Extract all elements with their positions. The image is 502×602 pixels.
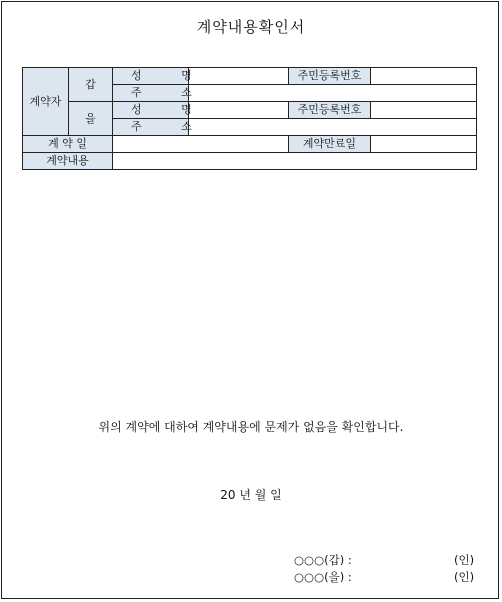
party-a-resident-number-label: 주민등록번호 (289, 68, 371, 85)
party-a-address-field[interactable] (189, 85, 477, 102)
contract-form-table (22, 67, 477, 170)
party-b-address-label: 주 소 (113, 119, 189, 136)
party-a-resident-number-field[interactable] (371, 68, 477, 85)
contractor-label: 계약자 (23, 68, 69, 136)
contract-content-field[interactable] (113, 153, 477, 170)
party-b-label: 을 (69, 102, 113, 136)
contract-date-field[interactable] (113, 136, 289, 153)
party-a-label: 갑 (69, 68, 113, 102)
party-b-name-label: 성 명 (113, 102, 189, 119)
signature-party-a-name: ○○○(갑) : (294, 553, 352, 567)
contract-content-row (23, 153, 477, 170)
signature-party-b-name: ○○○(을) : (294, 570, 352, 584)
signature-party-a-seal: (인) (454, 553, 475, 567)
contract-date-row (23, 136, 477, 153)
party-b-resident-number-field[interactable] (371, 102, 477, 119)
party-a-name-label: 성 명 (113, 68, 189, 85)
signature-party-b-seal: (인) (454, 570, 475, 584)
party-b-resident-number-label: 주민등록번호 (289, 102, 371, 119)
confirmation-statement: 위의 계약에 대하여 계약내용에 문제가 없음을 확인합니다. (98, 420, 404, 434)
party-a-name-row (23, 68, 477, 85)
contract-content-label: 계약내용 (23, 153, 113, 170)
party-b-name-row (23, 102, 477, 119)
date-line: 20 년 월 일 (220, 488, 282, 502)
party-a-address-label: 주 소 (113, 85, 189, 102)
contract-date-label: 계 약 일 (23, 136, 113, 153)
document-title: 계약내용확인서 (196, 18, 306, 36)
contract-end-date-field[interactable] (371, 136, 477, 153)
contract-end-date-label: 계약만료일 (289, 136, 371, 153)
party-b-address-field[interactable] (189, 119, 477, 136)
